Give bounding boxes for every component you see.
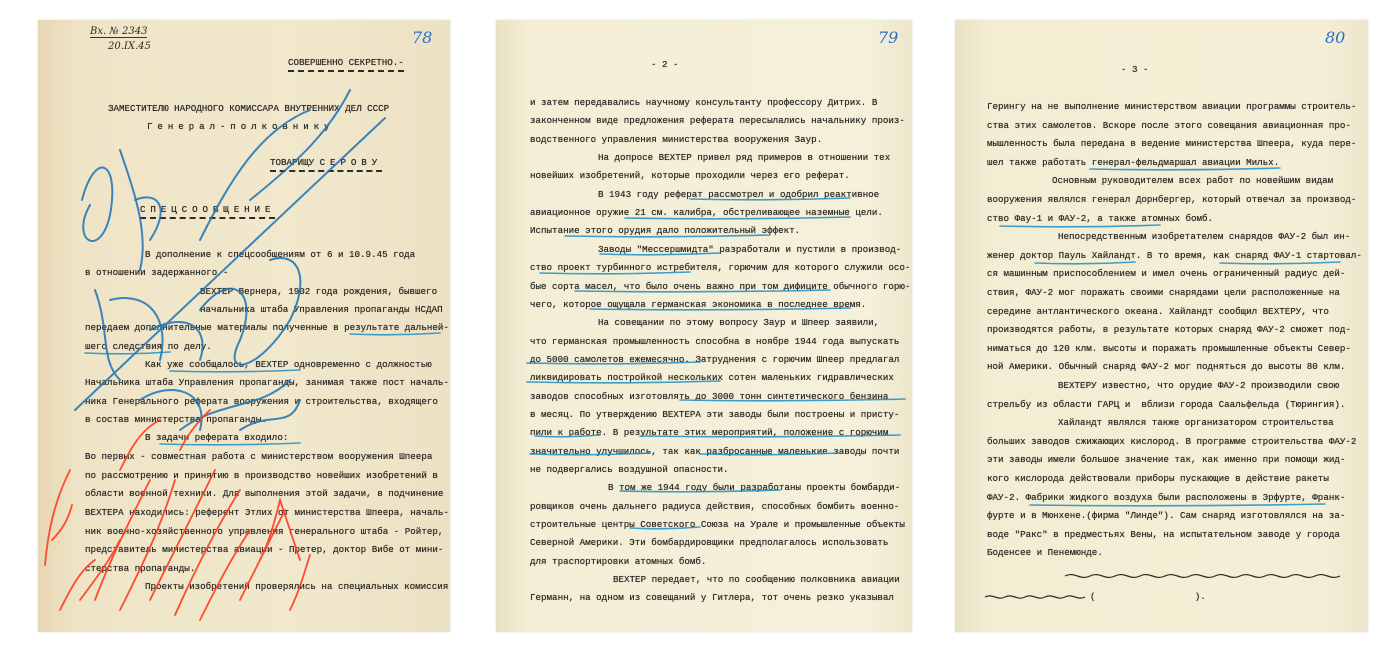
typed-line: На совещании по этому вопросу Заур и Шпеер заявили, xyxy=(598,317,880,329)
typed-line: вооружения являлся генерал Дорнбергер, который отвечал за производ- xyxy=(987,194,1357,205)
typed-line: шел также работать генерал-фельдмаршал авиации Мильх. xyxy=(987,156,1280,168)
typed-line: по рассмотрению и принятию в производство новейших изобретений в xyxy=(85,470,438,481)
typed-line: чего, которое ощущала германская экономика в последнее время. xyxy=(530,298,867,310)
typed-line: больших заводов сжижающих кислород. В программе строительства ФАУ-2 xyxy=(987,435,1357,447)
typed-line: ник военно-хозяйственного управления генерального штаба - Ройтер, xyxy=(85,526,444,537)
typed-line: ФАУ-2. Фабрики жидкого воздуха были расположены в Эрфурте, Франк- xyxy=(987,491,1346,503)
typed-line: в состав министерства пропаганды. xyxy=(85,414,267,425)
typed-line: Во первых - совместная работа с министерством вооружения Шпеера xyxy=(85,451,433,462)
page-number: - 3 - xyxy=(1121,64,1149,75)
document-type-heading: СПЕЦСООБЩЕНИЕ xyxy=(140,204,275,219)
typed-line: На допросе ВЕХТЕР привел ряд примеров в отношении тех xyxy=(598,152,891,164)
typed-line: кого кислорода действовали приборы пускающие в действие ракеты xyxy=(987,473,1329,484)
typed-line: ной Америки. Обычный снаряд ФАУ-2 мог подняться до высоты 80 клм. xyxy=(987,361,1346,373)
typed-line: Как уже сообщалось, ВЕХТЕР одновременно с должностью xyxy=(145,359,432,370)
addressee-prefix: ТОВАРИЩУ xyxy=(270,157,315,168)
addressee-name: СЕРОВУ xyxy=(319,157,383,168)
typed-line: Начальника штаба Управления пропаганды, занимая также пост началь- xyxy=(85,377,449,388)
typed-line: стрельбу из области ГАРЦ и вблизи города Саальфельда (Тюрингия). xyxy=(987,398,1346,410)
typed-line: что германская промышленность способна в ноябре 1944 года выпускать xyxy=(530,335,900,347)
typed-line: в отношении задержанного - xyxy=(85,267,229,278)
addressee-name-line xyxy=(270,157,382,172)
archive-page-number: 78 xyxy=(412,28,433,47)
typed-line: ся машинным приспособлением и имел очень ограниченный радиус дей- xyxy=(987,268,1346,280)
typed-line: эти заводы имели большое значение так, как именно при помощи жид- xyxy=(987,454,1346,466)
typed-line: ВЕХТЕРА находились: референт Этлих от министерства Шпеера, началь- xyxy=(85,507,449,518)
typed-line: строительные центры Советского Союза на Урале и промышленные объекты xyxy=(530,519,905,531)
typed-line: бые сорта масел, что было очень важно при том дифиците обычного горю- xyxy=(530,280,911,292)
typed-line: середине антлантического океана. Хайландт сообщил ВЕХТЕРУ, что xyxy=(987,305,1329,317)
archive-page-number: 79 xyxy=(878,28,899,47)
typed-line: ВЕХТЕРУ известно, что орудие ФАУ-2 производили свою xyxy=(1058,380,1340,391)
typed-line: области военной техники. Для выполнения этой задачи, в подчинение xyxy=(85,488,444,499)
typed-line: В дополнение к спецсообщениям от 6 и 10.9.45 года xyxy=(145,249,416,260)
typed-line: Проекты изобретений проверялись на специальных комиссия xyxy=(145,581,449,592)
typed-line: в месяц. По утверждению ВЕХТЕРА эти заводы были построены и присту- xyxy=(530,408,900,420)
document-page-1 xyxy=(38,20,450,632)
typed-line: В задачи реферата входило: xyxy=(145,432,289,443)
typed-line: ство проект турбинного истребителя, горючим для которого служили осо- xyxy=(530,262,911,274)
addressee-rank: Генерал-полковнику xyxy=(147,121,335,132)
addressee-title: ЗАМЕСТИТЕЛЮ НАРОДНОГО КОМИССАРА ВНУТРЕННИХ ДЕЛ СССР xyxy=(108,103,390,114)
typed-line: ликвидировать постройкой нескольких сотен маленьких гидравлических xyxy=(530,372,894,384)
archive-page-number: 80 xyxy=(1325,28,1346,47)
document-page-2 xyxy=(496,20,912,632)
classification-label: СОВЕРШЕННО СЕКРЕТНО.- xyxy=(288,57,404,72)
typed-line: шего следствия по делу. xyxy=(85,341,212,352)
typed-line: Заводы "Мессершмидта" разработали и пустили в производ- xyxy=(598,243,902,255)
document-page-3 xyxy=(955,20,1368,632)
typed-line: до 5000 самолетов ежемесячно. Затруднения с горючим Шпеер предлагал xyxy=(530,353,900,365)
typed-line: ниматься до 120 клм. высоты и поражать промышленные объекты Север- xyxy=(987,342,1351,354)
typed-line: ровщиков очень дальнего радиуса действия, способных бомбить военно- xyxy=(530,500,900,512)
typed-line: ство Фау-1 и ФАУ-2, а также атомных бомб. xyxy=(987,212,1214,224)
incoming-number-stamp: Вх. № 2343 xyxy=(90,26,148,37)
typed-line: Герингу на не выполнение министерством авиации программы строитель- xyxy=(987,101,1357,112)
typed-line: заводов способных изготовлять до 3000 тонн синтетического бензина xyxy=(530,390,889,402)
typed-line: авиационное оружие 21 см. калибра, обстреливающее наземные цели. xyxy=(530,207,883,219)
typed-line: воде "Ракс" в предместьях Вены, на испытательном заводе у города xyxy=(987,528,1340,540)
typed-line: представитель министерства авиации - Претер, доктор Вибе от мини- xyxy=(85,544,444,555)
typed-line: начальника штаба Управления пропаганды НСДАП xyxy=(200,304,443,315)
incoming-date-stamp: 20.IX.45 xyxy=(108,41,151,52)
signature-blank: ( ). xyxy=(1090,591,1206,602)
typed-line: Хайландт являлся также организатором строительства xyxy=(1058,417,1334,429)
typed-line: Испытание этого орудия дало положительный эффект. xyxy=(530,225,801,237)
typed-line: пили к работе. В результате этих мероприятий, положение с горючим xyxy=(530,427,889,439)
typed-line: для траспортировки атомных бомб. xyxy=(530,555,707,567)
typed-line: водственного управления министерства вооружения Заур. xyxy=(530,133,823,145)
typed-line: ства этих самолетов. Вскоре после этого совещания авиационная про- xyxy=(987,119,1351,131)
typed-line: Основным руководителем всех работ по новейшим видам xyxy=(1052,175,1334,187)
typed-line: В том же 1944 году были разработаны проекты бомбарди- xyxy=(608,482,901,494)
typed-line: стерства пропаганды. xyxy=(85,563,196,574)
typed-line: Северной Америки. Эти бомбардировщики предполагалось использовать xyxy=(530,537,889,549)
typed-line: ствия, ФАУ-2 мог поражать своими снарядами цели расположенные на xyxy=(987,287,1340,298)
page-number: - 2 - xyxy=(651,59,679,70)
typed-line: фурте и в Мюнхене.(фирма "Линде"). Сам снаряд изготовлялся на за- xyxy=(987,510,1346,522)
typed-line: В 1943 году реферат рассмотрел и одобрил реактивное xyxy=(598,188,880,200)
typed-line: мышленность была передана в ведение министерства Шпеера, куда пере- xyxy=(987,138,1357,150)
typed-line: женер доктор Пауль Хайландт. В то время, как снаряд ФАУ-1 стартовал- xyxy=(987,249,1362,261)
typed-line: Германн, на одном из совещаний у Гитлера, тот очень резко указывал xyxy=(530,592,894,604)
typed-line: Непосредственным изобретателем снарядов ФАУ-2 был ин- xyxy=(1058,231,1351,243)
typed-line: законченном виде предложения реферата пересылались начальнику произ- xyxy=(530,115,905,127)
typed-line: ника Генерального реферата вооружения и строительства, входящего xyxy=(85,396,438,407)
typed-line: не подвергались воздушной опасности. xyxy=(530,464,729,475)
typed-line: новейших изобретений, которые проходили через его реферат. xyxy=(530,170,850,182)
typed-line: передаем дополнительные материалы полученные в результате дальней- xyxy=(85,322,449,333)
typed-line: и затем передавались научному консультанту профессору Дитрих. В xyxy=(530,97,878,108)
typed-line: Боденсее и Пенемюнде. xyxy=(987,547,1103,559)
typed-line: ВЕХТЕР Вернера, 1902 года рождения, бывшего xyxy=(200,286,438,297)
typed-line: значительно улучшилось, так как разбросанные маленькие заводы почти xyxy=(530,445,900,457)
typed-line: ВЕХТЕР передает, что по сообщению полковника авиации xyxy=(613,574,900,586)
typed-line: производятся работы, в результате которых снаряд ФАУ-2 сможет под- xyxy=(987,324,1351,336)
